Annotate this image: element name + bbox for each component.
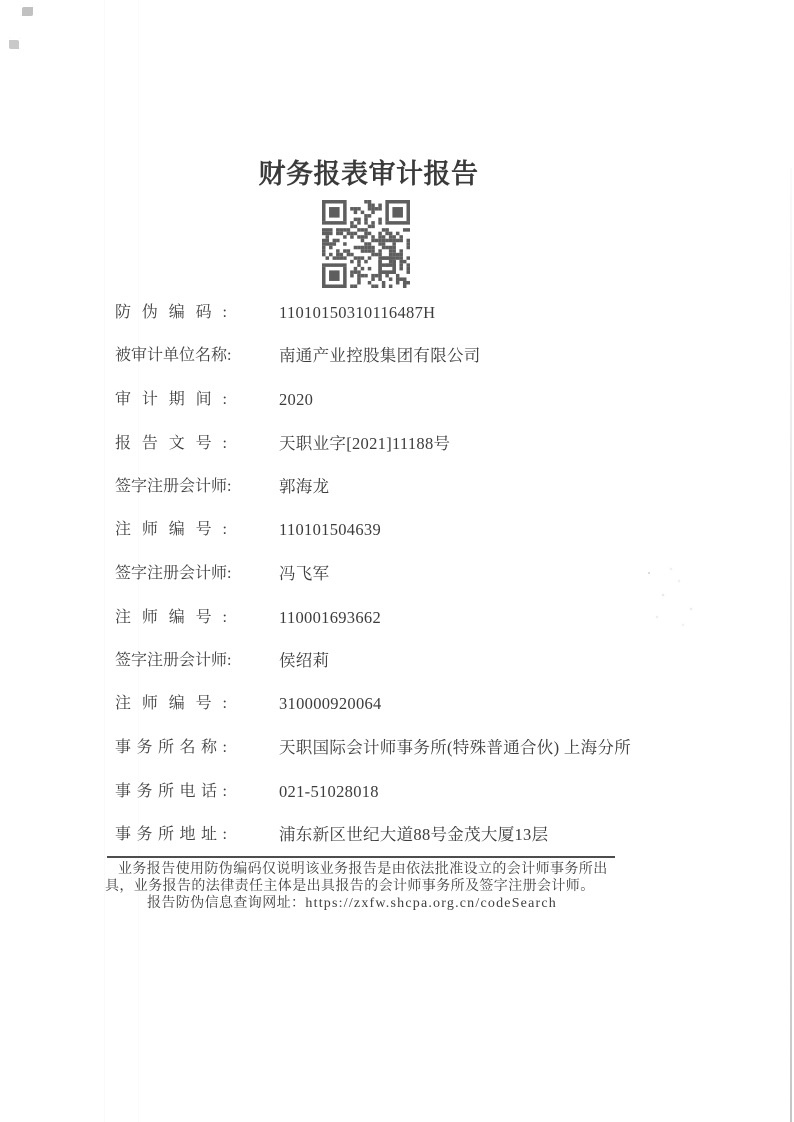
scan-corner-artifact: [20, 5, 33, 16]
field-value: 浦东新区世纪大道88号金茂大厦13层: [279, 825, 549, 844]
field-value: 侯绍莉: [279, 651, 330, 670]
footer-query-url: https://zxfw.shcpa.org.cn/codeSearch: [305, 896, 557, 911]
field-row: [115, 520, 381, 540]
field-label: 签字注册会计师:: [115, 565, 232, 582]
footer-disclaimer-line-1: 业务报告使用防伪编码仅说明该业务报告是由依法批准设立的会计师事务所出: [118, 862, 608, 877]
field-label: 注师编号:: [115, 521, 227, 538]
field-value: 310000920064: [279, 694, 382, 713]
field-row: [115, 477, 329, 497]
field-row: [115, 346, 481, 366]
field-value: 110001693662: [279, 608, 381, 627]
field-value: 天职国际会计师事务所(特殊普通合伙) 上海分所: [279, 738, 632, 757]
field-value: 021-51028018: [279, 782, 379, 801]
field-row: [115, 434, 450, 454]
field-row: [115, 651, 329, 671]
scan-edge-artifact: [790, 168, 792, 1122]
field-label: 防伪编码:: [115, 304, 227, 321]
footer-query-label: 报告防伪信息查询网址：: [147, 896, 306, 911]
field-row: [115, 825, 548, 845]
field-label: 被审计单位名称:: [115, 347, 232, 364]
field-label: 审计期间:: [115, 391, 227, 408]
field-value: 天职业字[2021]11188号: [279, 434, 451, 453]
footer-query-line: [147, 895, 557, 912]
scan-speckle-artifact: [648, 572, 650, 574]
field-label: 报告文号:: [115, 435, 227, 452]
footer-disclaimer-line-2: 具，业务报告的法律责任主体是出具报告的会计师事务所及签字注册会计师。: [105, 879, 595, 894]
field-value: 110101504639: [279, 520, 381, 539]
field-row: [115, 564, 329, 584]
scan-streak-artifact: [104, 0, 105, 1122]
field-row: [115, 738, 631, 758]
field-value: 2020: [279, 390, 314, 409]
field-row: [115, 782, 379, 802]
field-value: 郭海龙: [279, 477, 330, 496]
field-label: 签字注册会计师:: [115, 478, 232, 495]
field-label: 事务所电话:: [115, 783, 227, 800]
field-label: 事务所名称:: [115, 739, 227, 756]
scan-corner-artifact: [9, 37, 21, 49]
field-label: 签字注册会计师:: [115, 652, 232, 669]
page-title: 财务报表审计报告: [258, 159, 479, 189]
field-row: [115, 694, 382, 714]
field-value: 冯飞军: [279, 564, 330, 583]
field-row: [115, 303, 435, 323]
field-row: [115, 608, 381, 628]
field-value: 南通产业控股集团有限公司: [279, 346, 481, 365]
footer-divider: [107, 856, 615, 858]
field-row: [115, 390, 313, 410]
field-label: 事务所地址:: [115, 826, 227, 843]
qr-code-icon: [322, 200, 410, 288]
field-value: 11010150310116487H: [279, 303, 436, 322]
field-label: 注师编号:: [115, 609, 227, 626]
field-label: 注师编号:: [115, 695, 227, 712]
scan-streak-artifact: [138, 0, 139, 1122]
